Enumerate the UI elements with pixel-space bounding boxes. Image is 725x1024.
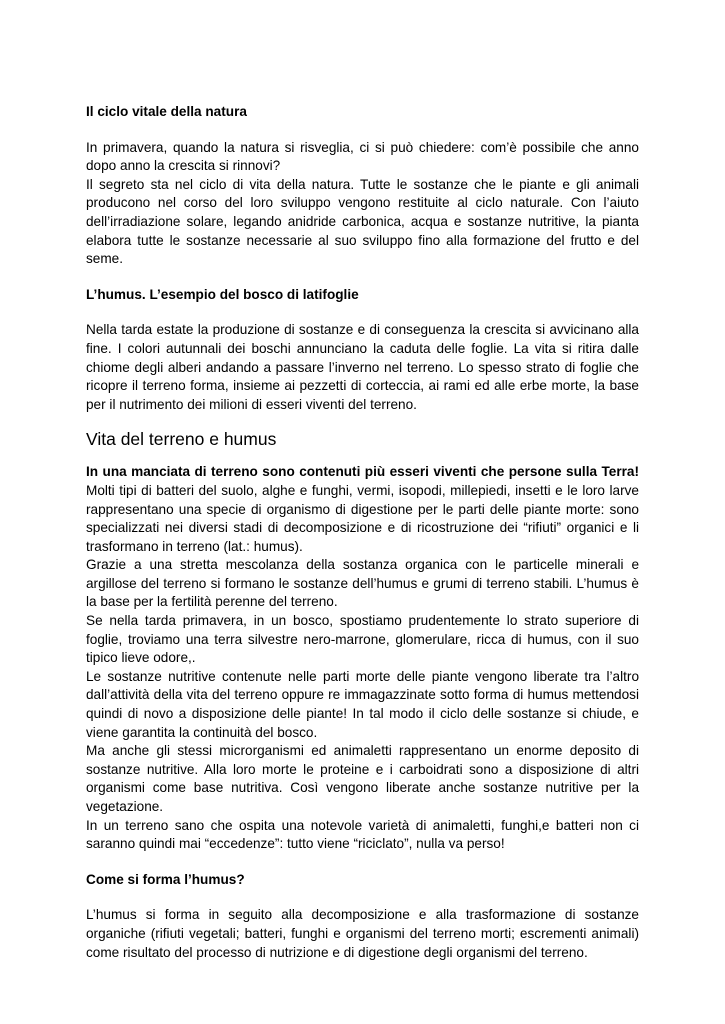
- section-heading-vita-terreno: Vita del terreno e humus: [86, 429, 277, 450]
- paragraph: Grazie a una stretta mescolanza della sostanza organica con le particelle minerali e argillose del terreno si formano le sostanze dell’humus e grumi di terreno stabili. L’humus è la base per la fertilità perenne del terreno.: [86, 557, 639, 610]
- paragraph: Se nella tarda primavera, in un bosco, spostiamo prudentemente lo strato superiore di foglie, troviamo una terra silvestre nero-marrone, glomerulare, ricca di humus, con il suo tipico lieve odore,.: [86, 613, 639, 666]
- paragraph: Nella tarda estate la produzione di sostanze e di conseguenza la crescita si avvicinano alla fine. I colori autunnali dei boschi annunciano la caduta delle foglie. La vita si ritira dalle chiome degli alberi andando a passare l’inverno nel terreno. Lo spesso strato di foglie che ricopre il terreno forma, insieme ai pezzetti di corteccia, ai rami ed alle erbe morte, la base per il nutrimento dei milioni di esseri viventi del terreno.: [86, 322, 639, 412]
- lead-sentence: In una manciata di terreno sono contenuti più esseri viventi che persone sulla Terra!: [86, 464, 639, 480]
- document-page: [86, 103, 639, 962]
- paragraph: L’humus si forma in seguito alla decomposizione e alla trasformazione di sostanze organiche (rifiuti vegetali; batteri, funghi e organismi del terreno morti; escrementi animali) come risultato del processo di nutrizione e di digestione degli organismi del terreno.: [86, 907, 639, 960]
- paragraph: In primavera, quando la natura si risveglia, ci si può chiedere: com’è possibile che anno dopo anno la crescita si rinnovi?: [86, 139, 639, 174]
- paragraph: In un terreno sano che ospita una notevole varietà di animaletti, funghi,e batteri non ci saranno quindi mai “eccedenze”: tutto viene “riciclato”, nulla va perso!: [86, 817, 639, 852]
- paragraph-rest: Molti tipi di batteri del suolo, alghe e funghi, vermi, isopodi, millepiedi, insetti e le loro larve rappresentano una specie di organismo di digestione per le parti delle piante morte: sono specializzati nei diversi stadi di decomposizione e di ricostruzione dei “rifiuti” organici e li trasformano in terreno (lat.: humus).: [86, 482, 639, 554]
- paragraph: Le sostanze nutritive contenute nelle parti morte delle piante vengono liberate tra l’altro dall’attività della vita del terreno oppure re immagazzinate sotto forma di humus mettendosi quindi di novo a disposizione delle piante! In tal modo il ciclo delle sostanze si chiude, e viene garantita la continuità del bosco.: [86, 668, 639, 740]
- section-heading-humus-bosco: L’humus. L’esempio del bosco di latifoglie: [86, 286, 359, 302]
- paragraph: [86, 463, 639, 556]
- paragraph: Ma anche gli stessi microrganismi ed animaletti rappresentano un enorme deposito di sostanze nutritive. Alla loro morte le proteine e i carboidrati sono a disposizione di altri organismi come base nutritiva. Così vengono liberate anche sostanze nutritive per la vegetazione.: [86, 743, 639, 814]
- paragraph: Il segreto sta nel ciclo di vita della natura. Tutte le sostanze che le piante e gli animali producono nel corso del loro sviluppo vengono restituite al ciclo naturale. Con l’aiuto dell’irradiazione solare, legando anidride carbonica, acqua e sostanze nutritive, la pianta elabora tutte le sostanze necessarie al suo sviluppo fino alla formazione del frutto e del seme.: [86, 176, 639, 267]
- section-heading-come-si-forma: Come si forma l’humus?: [86, 871, 245, 887]
- section-heading-ciclo-vitale: Il ciclo vitale della natura: [86, 104, 247, 119]
